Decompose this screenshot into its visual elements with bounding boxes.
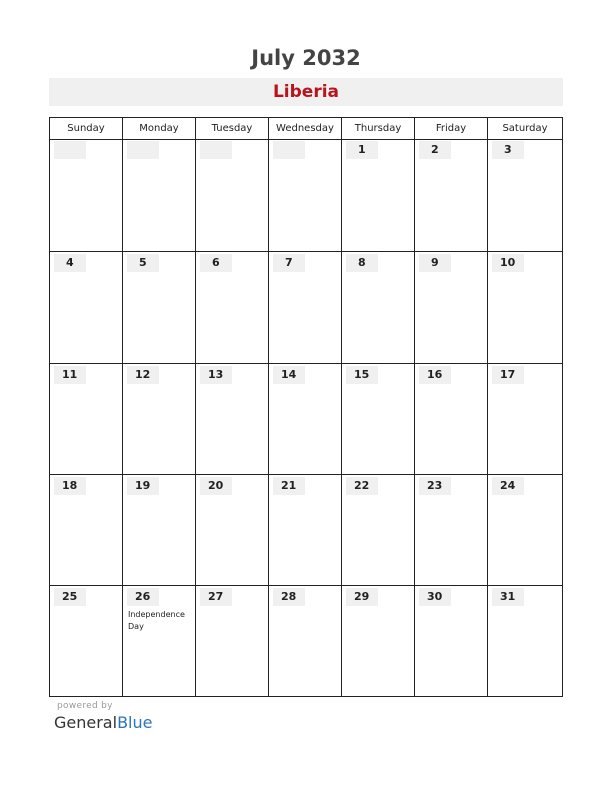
- empty-day-marker: [127, 141, 159, 159]
- day-cell-17[interactable]: [487, 363, 562, 474]
- day-cell-4[interactable]: [50, 251, 122, 363]
- day-number: 7: [273, 254, 305, 272]
- day-number: 5: [127, 254, 159, 272]
- day-cell-21[interactable]: [268, 474, 341, 585]
- day-number: 4: [54, 254, 86, 272]
- empty-day-cell: [122, 139, 195, 251]
- day-cell-26[interactable]: [122, 585, 195, 696]
- weekday-header-saturday: Saturday: [487, 118, 562, 139]
- day-number: 25: [54, 588, 86, 606]
- calendar-title: July 2032: [251, 46, 361, 70]
- weekday-header-thursday: Thursday: [341, 118, 414, 139]
- day-number: 10: [492, 254, 524, 272]
- day-cell-13[interactable]: [195, 363, 268, 474]
- day-number: 18: [54, 477, 86, 495]
- day-number: 24: [492, 477, 524, 495]
- empty-day-marker: [200, 141, 232, 159]
- day-cell-9[interactable]: [414, 251, 487, 363]
- day-number: 16: [419, 366, 451, 384]
- day-cell-20[interactable]: [195, 474, 268, 585]
- day-number: 13: [200, 366, 232, 384]
- day-number: 3: [492, 141, 524, 159]
- weekday-header-monday: Monday: [122, 118, 195, 139]
- weekday-header-friday: Friday: [414, 118, 487, 139]
- day-number: 22: [346, 477, 378, 495]
- day-number: 6: [200, 254, 232, 272]
- day-number: 28: [273, 588, 305, 606]
- day-cell-5[interactable]: [122, 251, 195, 363]
- day-number: 30: [419, 588, 451, 606]
- day-cell-2[interactable]: [414, 139, 487, 251]
- day-cell-12[interactable]: [122, 363, 195, 474]
- day-number: 15: [346, 366, 378, 384]
- day-number: 2: [419, 141, 451, 159]
- day-number: 8: [346, 254, 378, 272]
- empty-day-cell: [50, 139, 122, 251]
- empty-day-cell: [268, 139, 341, 251]
- day-number: 27: [200, 588, 232, 606]
- day-cell-30[interactable]: [414, 585, 487, 696]
- day-cell-29[interactable]: [341, 585, 414, 696]
- day-number: 17: [492, 366, 524, 384]
- day-cell-27[interactable]: [195, 585, 268, 696]
- day-cell-6[interactable]: [195, 251, 268, 363]
- day-number: 23: [419, 477, 451, 495]
- day-cell-25[interactable]: [50, 585, 122, 696]
- weekday-header-row: [50, 118, 562, 140]
- day-number: 19: [127, 477, 159, 495]
- country-name: Liberia: [272, 82, 340, 102]
- weekday-header-tuesday: Tuesday: [195, 118, 268, 139]
- day-cell-16[interactable]: [414, 363, 487, 474]
- country-banner: [49, 78, 563, 106]
- day-number: 14: [273, 366, 305, 384]
- day-cell-11[interactable]: [50, 363, 122, 474]
- day-cell-24[interactable]: [487, 474, 562, 585]
- day-number: 31: [492, 588, 524, 606]
- generalblue-logo[interactable]: [54, 713, 152, 732]
- brand-general: General: [54, 713, 118, 732]
- brand-blue: Blue: [117, 713, 153, 732]
- calendar-grid: [49, 117, 563, 697]
- day-cell-15[interactable]: [341, 363, 414, 474]
- day-cell-10[interactable]: [487, 251, 562, 363]
- day-cell-22[interactable]: [341, 474, 414, 585]
- day-cell-7[interactable]: [268, 251, 341, 363]
- day-number: 12: [127, 366, 159, 384]
- day-cell-14[interactable]: [268, 363, 341, 474]
- day-cell-18[interactable]: [50, 474, 122, 585]
- day-cell-1[interactable]: [341, 139, 414, 251]
- day-cell-3[interactable]: [487, 139, 562, 251]
- day-number: 20: [200, 477, 232, 495]
- day-cell-23[interactable]: [414, 474, 487, 585]
- holiday-label: Independence Day: [128, 610, 185, 631]
- day-cell-31[interactable]: [487, 585, 562, 696]
- day-number: 1: [346, 141, 378, 159]
- day-number: 11: [54, 366, 86, 384]
- weekday-header-sunday: Sunday: [67, 123, 105, 134]
- day-number: 9: [419, 254, 451, 272]
- day-cell-8[interactable]: [341, 251, 414, 363]
- powered-by-text: powered by: [57, 701, 113, 711]
- empty-day-marker: [54, 141, 86, 159]
- weekday-header-wednesday: Wednesday: [268, 118, 341, 139]
- empty-day-cell: [195, 139, 268, 251]
- day-number: 26: [127, 588, 159, 606]
- day-cell-28[interactable]: [268, 585, 341, 696]
- day-number: 29: [346, 588, 378, 606]
- day-cell-19[interactable]: [122, 474, 195, 585]
- empty-day-marker: [273, 141, 305, 159]
- day-number: 21: [273, 477, 305, 495]
